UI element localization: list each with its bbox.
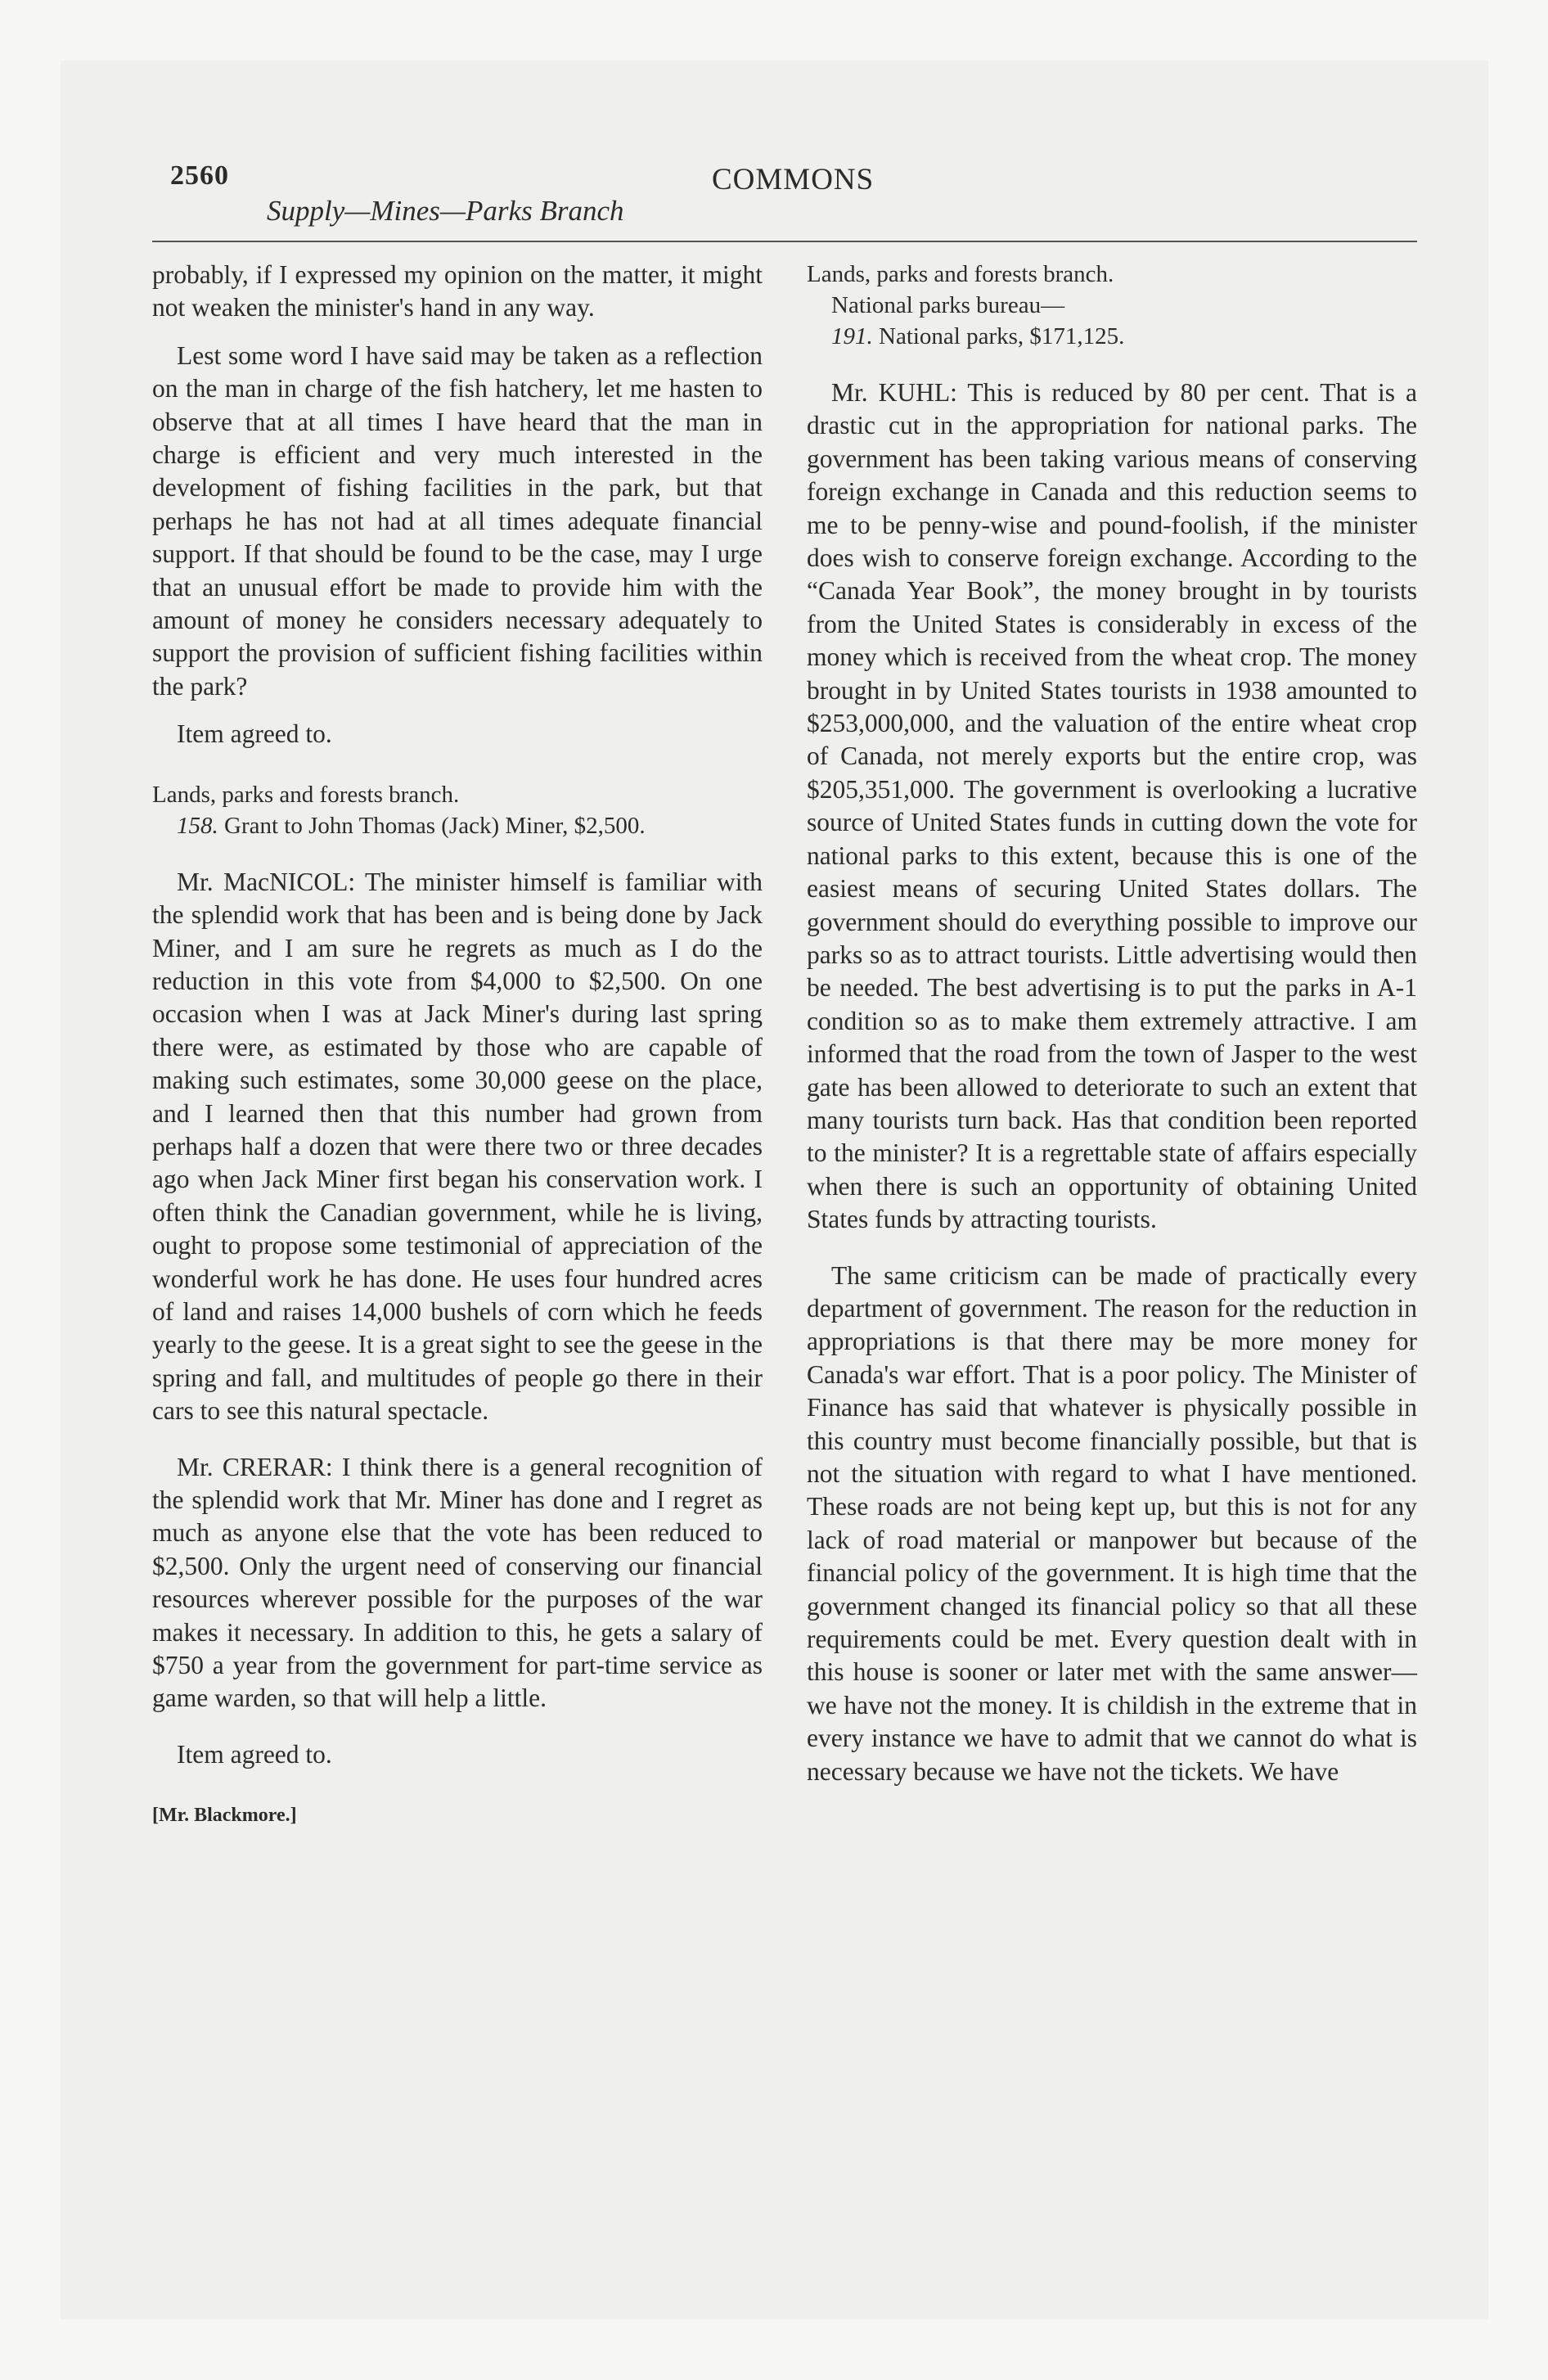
hansard-page (152, 160, 1417, 2206)
vote-heading: Lands, parks and forests branch. (152, 781, 460, 808)
speech-kuhl: Mr. KUHL: This is reduced by 80 per cent. That is a drastic cut in the appropriation for national parks. The government has been taking various means of conserving foreign exchange in Canada and this reduction seems to me to be penny-wise and pound-foolish, if the minister does wish to conserve foreign exchange. According to the “Canada Year Book”, the money brought in by tourists from the United States is considerably in excess of the money which is received from the wheat crop. The money brought in by United States tourists in 1938 amounted to $253,000,000, and the valuation of the entire wheat crop of Canada, not merely exports but the entire crop, was $205,351,000. The government is overlooking a lucrative source of United States funds in cutting down the vote for national parks to this extent, because this is one of the easiest means of securing United States dollars. The government should do everything possible to improve our parks so as to attract tourists. Little advertising would then be needed. The best advertising is to put the parks in A-1 condition so as to make them extremely attractive. I am informed that the road from the town of Jasper to the west gate has been allowed to deteriorate to such an extent that many tourists turn back. Has that condition been reported to the minister? It is a regrettable state of affairs especially when there is such an opportunity of obtaining United States funds by attracting tourists. (807, 378, 1417, 1234)
paragraph-continued: probably, if I expressed my opinion on the matter, it might not weaken the minister's hand in any way. (152, 260, 763, 322)
speaker-footer: [Mr. Blackmore.] (152, 1805, 297, 1827)
item-agreed: Item agreed to. (177, 1739, 332, 1769)
item-agreed: Item agreed to. (177, 719, 332, 749)
section-title: Supply—Mines—Parks Branch (267, 195, 624, 227)
vote-description: National parks, $171,125. (872, 323, 1125, 349)
speech-crerar: Mr. CRERAR: I think there is a general recognition of the splendid work that Mr. Miner has done and I regret as much as anyone else that the vote has been reduced to $2,500. Only the urgent need of conserving our financial resources wherever possible for the purposes of the war makes it necessary. In addition to this, he gets a salary of $750 a year from the government for part-time service as game warden, so that will help a little. (152, 1452, 763, 1713)
vote-number: 191. (831, 323, 873, 349)
vote-item-158 (152, 810, 763, 841)
page-number: 2560 (170, 160, 229, 191)
left-column (152, 259, 763, 1832)
header-rule (152, 241, 1417, 242)
paragraph-criticism: The same criticism can be made of practically every department of government. The reason for the reduction in appropriations is that there may be more money for Canada's war effort. That is a poor policy. The Minister of Finance has said that whatever is physically possible in this country must become financially possible, but that is not the situation with regard to what I have mentioned. These roads are not being kept up, but this is not for any lack of road material or manpower but because of the financial policy of the government. It is high time that the government changed its financial policy so that all these requirements could be met. Every question dealt with in this house is sooner or later met with the same answer—we have not the money. It is childish in the extreme that in every instance we have to admit that we cannot do what is necessary because we have not the tickets. We have (807, 1260, 1417, 1786)
speech-macnicol: Mr. MacNICOL: The minister himself is familiar with the splendid work that has been and is being done by Jack Miner, and I am sure he regrets as much as I do the reduction in this vote from $4,000 to $2,500. On one occasion when I was at Jack Miner's during last spring there were, as estimated by those who are capable of making such estimates, some 30,000 geese on the place, and I learned then that this number had grown from perhaps half a dozen that were there two or three decades ago when Jack Miner first began his conservation work. I often think the Canadian government, while he is living, ought to propose some testimonial of appreciation of the wonderful work he has done. He uses four hundred acres of land and raises 14,000 bushels of corn which he feeds yearly to the geese. It is a great sight to see the geese in the spring and fall, and multitudes of people go there in their cars to see this natural spectacle. (152, 867, 763, 1426)
house-title: COMMONS (712, 163, 875, 196)
paragraph-fish-hatchery: Lest some word I have said may be taken as a reflection on the man in charge of the fish hatchery, let me hasten to observe that at all times I have heard that the man in charge is efficient and very much interested in the development of fishing facilities in the park, but that perhaps he has not had at all times adequate financial support. If that should be found to be the case, may I urge that an unusual effort be made to provide him with the amount of money he considers necessary adequately to support the provision of sufficient fishing facilities within the park? (152, 340, 763, 701)
right-column (807, 259, 1417, 1803)
page-header (152, 160, 1417, 239)
vote-item-191 (807, 321, 1417, 352)
vote-description: Grant to John Thomas (Jack) Miner, $2,500. (218, 812, 646, 839)
vote-number: 158. (177, 812, 218, 839)
vote-subheading: National parks bureau— (831, 292, 1065, 318)
vote-heading: Lands, parks and forests branch. (807, 261, 1114, 287)
